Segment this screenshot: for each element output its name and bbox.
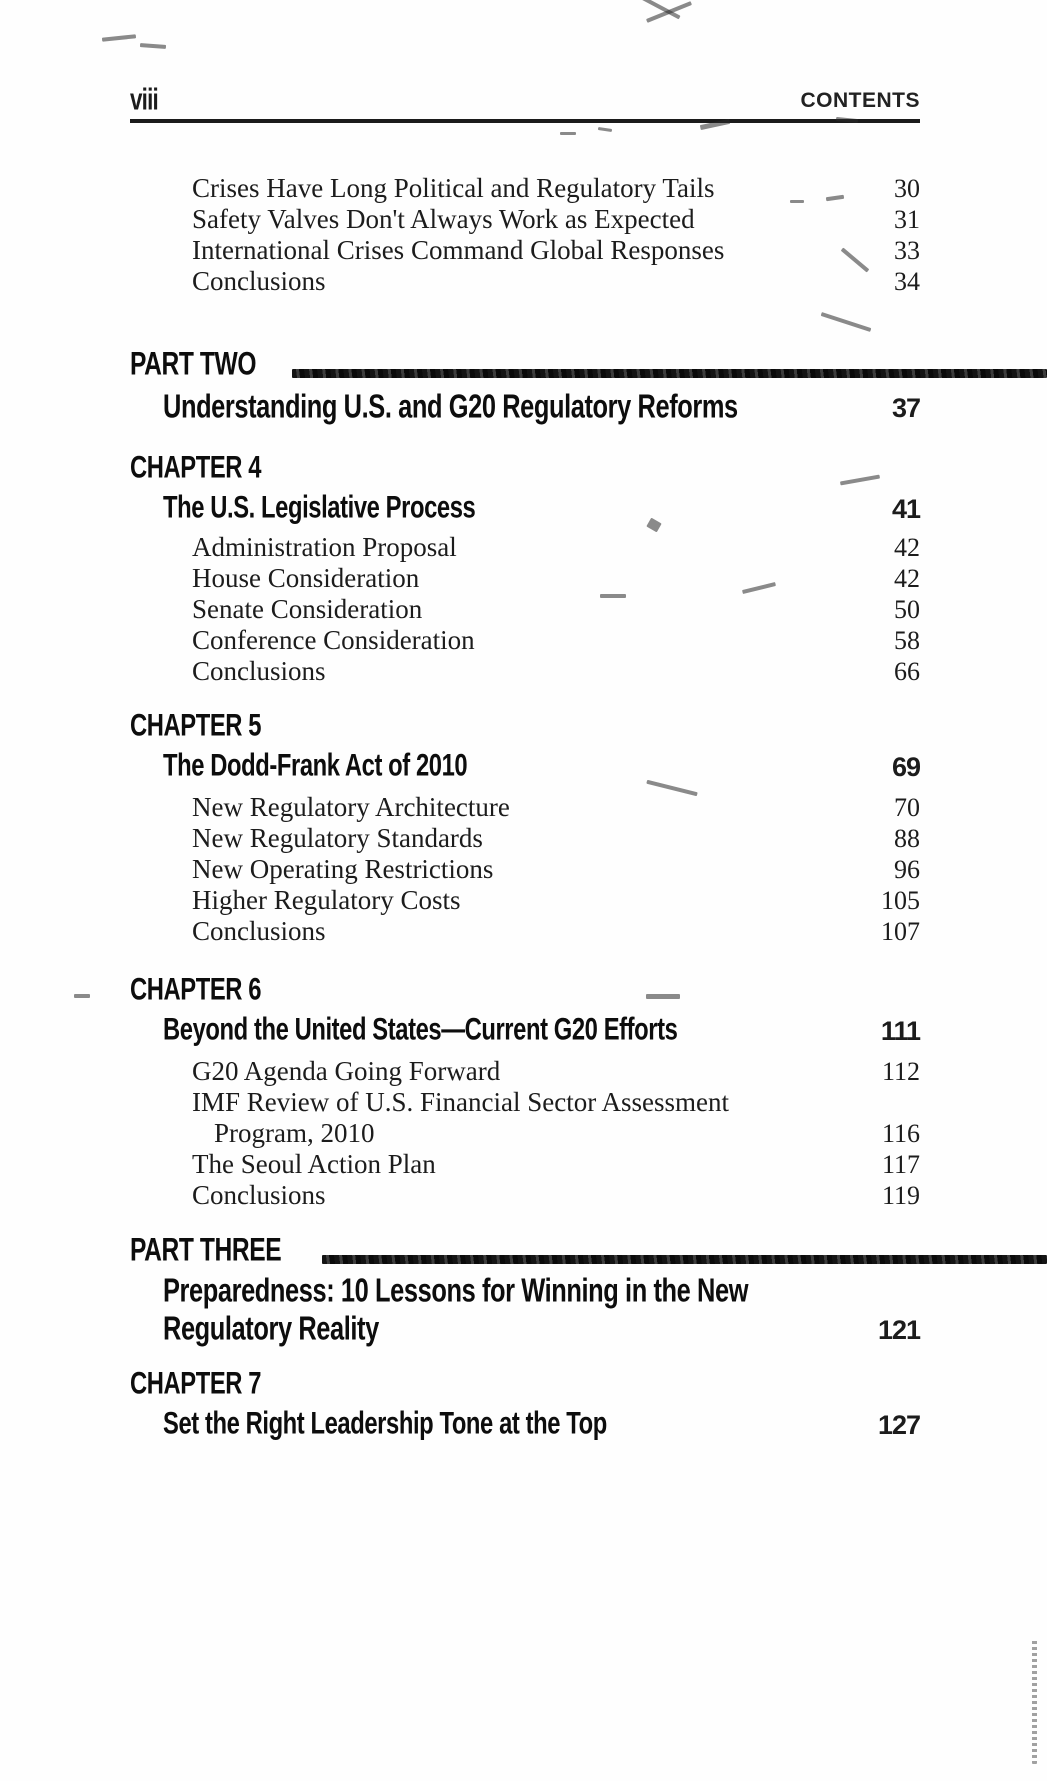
chapter-7-title-row <box>130 1408 920 1442</box>
chapter-name: CHAPTER 6 <box>130 972 262 1007</box>
entry-label: Administration Proposal <box>192 532 457 562</box>
entry-label-lines <box>192 1087 729 1149</box>
front-entries <box>130 173 920 297</box>
toc-entry <box>130 625 920 656</box>
toc-entry <box>130 823 920 854</box>
toc-entry <box>130 594 920 625</box>
toc-entry <box>130 1056 920 1087</box>
part-two-title-row <box>130 389 920 427</box>
toc-entry <box>130 266 920 297</box>
text-block <box>130 0 920 1442</box>
entry-page: 105 <box>881 886 920 915</box>
entry-page: 70 <box>894 793 920 822</box>
scan-edge-text-artifact <box>1032 1638 1037 1764</box>
chapter-4-entries <box>130 532 920 687</box>
entry-label: New Regulatory Architecture <box>192 792 510 822</box>
chapter-4-heading <box>130 450 920 490</box>
chapter-7-heading <box>130 1366 920 1406</box>
entry-page: 88 <box>894 824 920 853</box>
entry-page: 30 <box>894 174 920 203</box>
part-rule <box>322 1255 1047 1264</box>
part-title: Understanding U.S. and G20 Regulatory Reforms <box>163 387 738 425</box>
entry-page: 42 <box>894 564 920 593</box>
part-page: 37 <box>891 393 920 423</box>
entry-page: 107 <box>881 917 920 946</box>
part-two-heading <box>130 346 920 383</box>
toc-entry <box>130 885 920 916</box>
chapter-5-title-row <box>130 750 920 784</box>
chapter-name: CHAPTER 5 <box>130 708 262 743</box>
entry-label: Crises Have Long Political and Regulatory Tails <box>192 173 715 203</box>
chapter-5-heading <box>130 708 920 748</box>
entry-label: IMF Review of U.S. Financial Sector Assessment <box>192 1087 729 1117</box>
toc-entry <box>130 656 920 687</box>
part-page: 121 <box>877 1315 920 1345</box>
toc-entry <box>130 204 920 235</box>
toc-entry-two-line <box>130 1087 920 1149</box>
entry-page: 42 <box>894 533 920 562</box>
entry-label-continuation: Program, 2010 <box>214 1118 375 1148</box>
toc-entry <box>130 792 920 823</box>
entry-page: 34 <box>894 267 920 296</box>
chapter-title: Set the Right Leadership Tone at the Top <box>163 1406 607 1441</box>
toc-entry <box>130 1149 920 1180</box>
entry-label: The Seoul Action Plan <box>192 1149 436 1179</box>
entry-page: 116 <box>881 1119 920 1148</box>
toc-entry <box>130 563 920 594</box>
entry-label: G20 Agenda Going Forward <box>192 1056 501 1086</box>
chapter-4-title-row <box>130 492 920 526</box>
chapter-title: Beyond the United States—Current G20 Efforts <box>163 1012 678 1047</box>
entry-label: Conclusions <box>192 1180 326 1210</box>
part-title-line1: Preparedness: 10 Lessons for Winning in the New <box>163 1271 749 1309</box>
chapter-page: 41 <box>891 494 920 524</box>
entry-page: 117 <box>881 1150 920 1179</box>
chapter-6-title-row <box>130 1014 920 1048</box>
entry-page: 112 <box>881 1057 920 1086</box>
part-three-heading <box>130 1232 920 1269</box>
entry-label: Conclusions <box>192 656 326 686</box>
chapter-5-entries <box>130 792 920 947</box>
chapter-name: CHAPTER 4 <box>130 450 262 485</box>
chapter-page: 69 <box>891 752 920 782</box>
entry-page: 50 <box>894 595 920 624</box>
entry-label: Safety Valves Don't Always Work as Expected <box>192 204 695 234</box>
header-rule <box>130 119 920 123</box>
entry-label: New Regulatory Standards <box>192 823 483 853</box>
entry-page: 96 <box>894 855 920 884</box>
page-header <box>130 0 920 116</box>
chapter-page: 111 <box>880 1016 920 1046</box>
part-name: PART THREE <box>130 1232 282 1268</box>
entry-label: Senate Consideration <box>192 594 423 624</box>
chapter-6-entries <box>130 1056 920 1211</box>
entry-page: 119 <box>881 1181 920 1210</box>
toc-entry <box>130 173 920 204</box>
toc-entry <box>130 854 920 885</box>
entry-page: 31 <box>894 205 920 234</box>
chapter-page: 127 <box>877 1410 920 1440</box>
part-name: PART TWO <box>130 346 257 382</box>
chapter-6-heading <box>130 972 920 1012</box>
part-three-title-row <box>130 1273 920 1349</box>
toc-entry <box>130 532 920 563</box>
entry-label: New Operating Restrictions <box>192 854 494 884</box>
entry-page: 66 <box>894 657 920 686</box>
chapter-title: The Dodd-Frank Act of 2010 <box>163 748 468 783</box>
entry-label: Conclusions <box>192 266 326 296</box>
entry-label: House Consideration <box>192 563 420 593</box>
part-title-lines <box>163 1273 877 1349</box>
toc-entry <box>130 1180 920 1211</box>
chapter-name: CHAPTER 7 <box>130 1366 262 1401</box>
chapter-title: The U.S. Legislative Process <box>163 490 476 525</box>
toc-entry <box>130 235 920 266</box>
part-title-line2: Regulatory Reality <box>163 1309 379 1347</box>
part-rule <box>292 369 1047 378</box>
folio-number: viii <box>130 81 158 116</box>
entry-label: International Crises Command Global Responses <box>192 235 725 265</box>
scan-artifact <box>74 994 90 998</box>
entry-label: Conclusions <box>192 916 326 946</box>
running-head: CONTENTS <box>800 89 920 112</box>
toc-entry <box>130 916 920 947</box>
entry-page: 58 <box>894 626 920 655</box>
entry-page: 33 <box>894 236 920 265</box>
entry-label: Conference Consideration <box>192 625 475 655</box>
entry-label: Higher Regulatory Costs <box>192 885 461 915</box>
